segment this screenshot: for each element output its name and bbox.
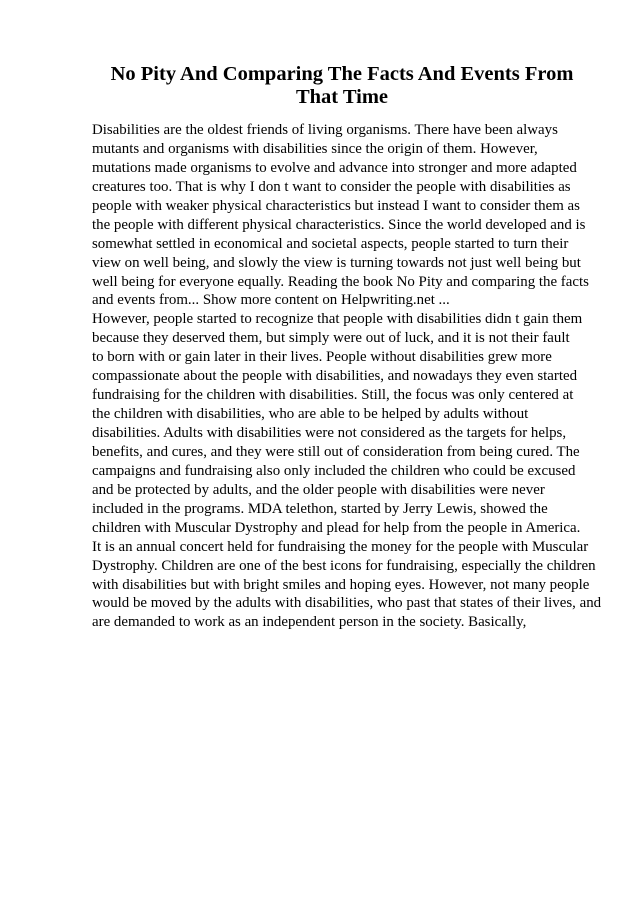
body-line: would be moved by the adults with disabilities, who past that states of their lives, and [92, 595, 602, 612]
body-line: are demanded to work as an independent person in the society. Basically, [92, 614, 527, 631]
body-line: because they deserved them, but simply were out of luck, and it is not their fault [92, 330, 570, 347]
body-line: creatures too. That is why I don t want to consider the people with disabilities as [92, 178, 571, 195]
body-line: people with weaker physical characteristics but instead I want to consider them as [92, 197, 580, 214]
body-line: view on well being, and slowly the view is turning towards not just well being but [92, 254, 581, 271]
body-line: However, people started to recognize that people with disabilities didn t gain them [92, 311, 583, 328]
body-line: and be protected by adults, and the older people with disabilities were never [92, 481, 545, 498]
body-line: Dystrophy. Children are one of the best icons for fundraising, especially the children [92, 557, 596, 574]
body-line: included in the programs. MDA telethon, started by Jerry Lewis, showed the [92, 500, 548, 517]
body-line: to born with or gain later in their lives. People without disabilities grew more [92, 349, 552, 366]
body-line: Disabilities are the oldest friends of living organisms. There have been always [92, 122, 558, 138]
body-line: children with Muscular Dystrophy and plead for help from the people in America. [92, 519, 581, 536]
body-line: It is an annual concert held for fundraising the money for the people with Muscular [92, 538, 589, 555]
body-line: mutants and organisms with disabilities since the origin of them. However, [92, 140, 538, 157]
body-line: benefits, and cures, and they were still out of consideration from being cured. The [92, 443, 580, 460]
body-line: the children with disabilities, who are able to be helped by adults without [92, 406, 529, 423]
document-title: No Pity And Comparing The Facts And Events From That Time [110, 63, 574, 108]
body-line: the people with different physical characteristics. Since the world developed and is [92, 216, 586, 233]
body-line: and events from... Show more content on Helpwriting.net ... [92, 292, 450, 309]
body-line: fundraising for the children with disabilities. Still, the focus was only centered at [92, 387, 574, 404]
body-line: mutations made organisms to evolve and advance into stronger and more adapted [92, 159, 577, 176]
body-line: compassionate about the people with disabilities, and nowadays they even started [92, 368, 578, 385]
body-line: campaigns and fundraising also only included the children who could be excused [92, 462, 576, 479]
body-line: with disabilities but with bright smiles and hoping eyes. However, not many people [92, 576, 590, 593]
body-line: well being for everyone equally. Reading the book No Pity and comparing the facts [92, 273, 589, 290]
body-line: somewhat settled in economical and societal aspects, people started to turn their [92, 235, 569, 252]
body-line: disabilities. Adults with disabilities were not considered as the targets for helps, [92, 425, 567, 441]
document-body [92, 121, 602, 632]
